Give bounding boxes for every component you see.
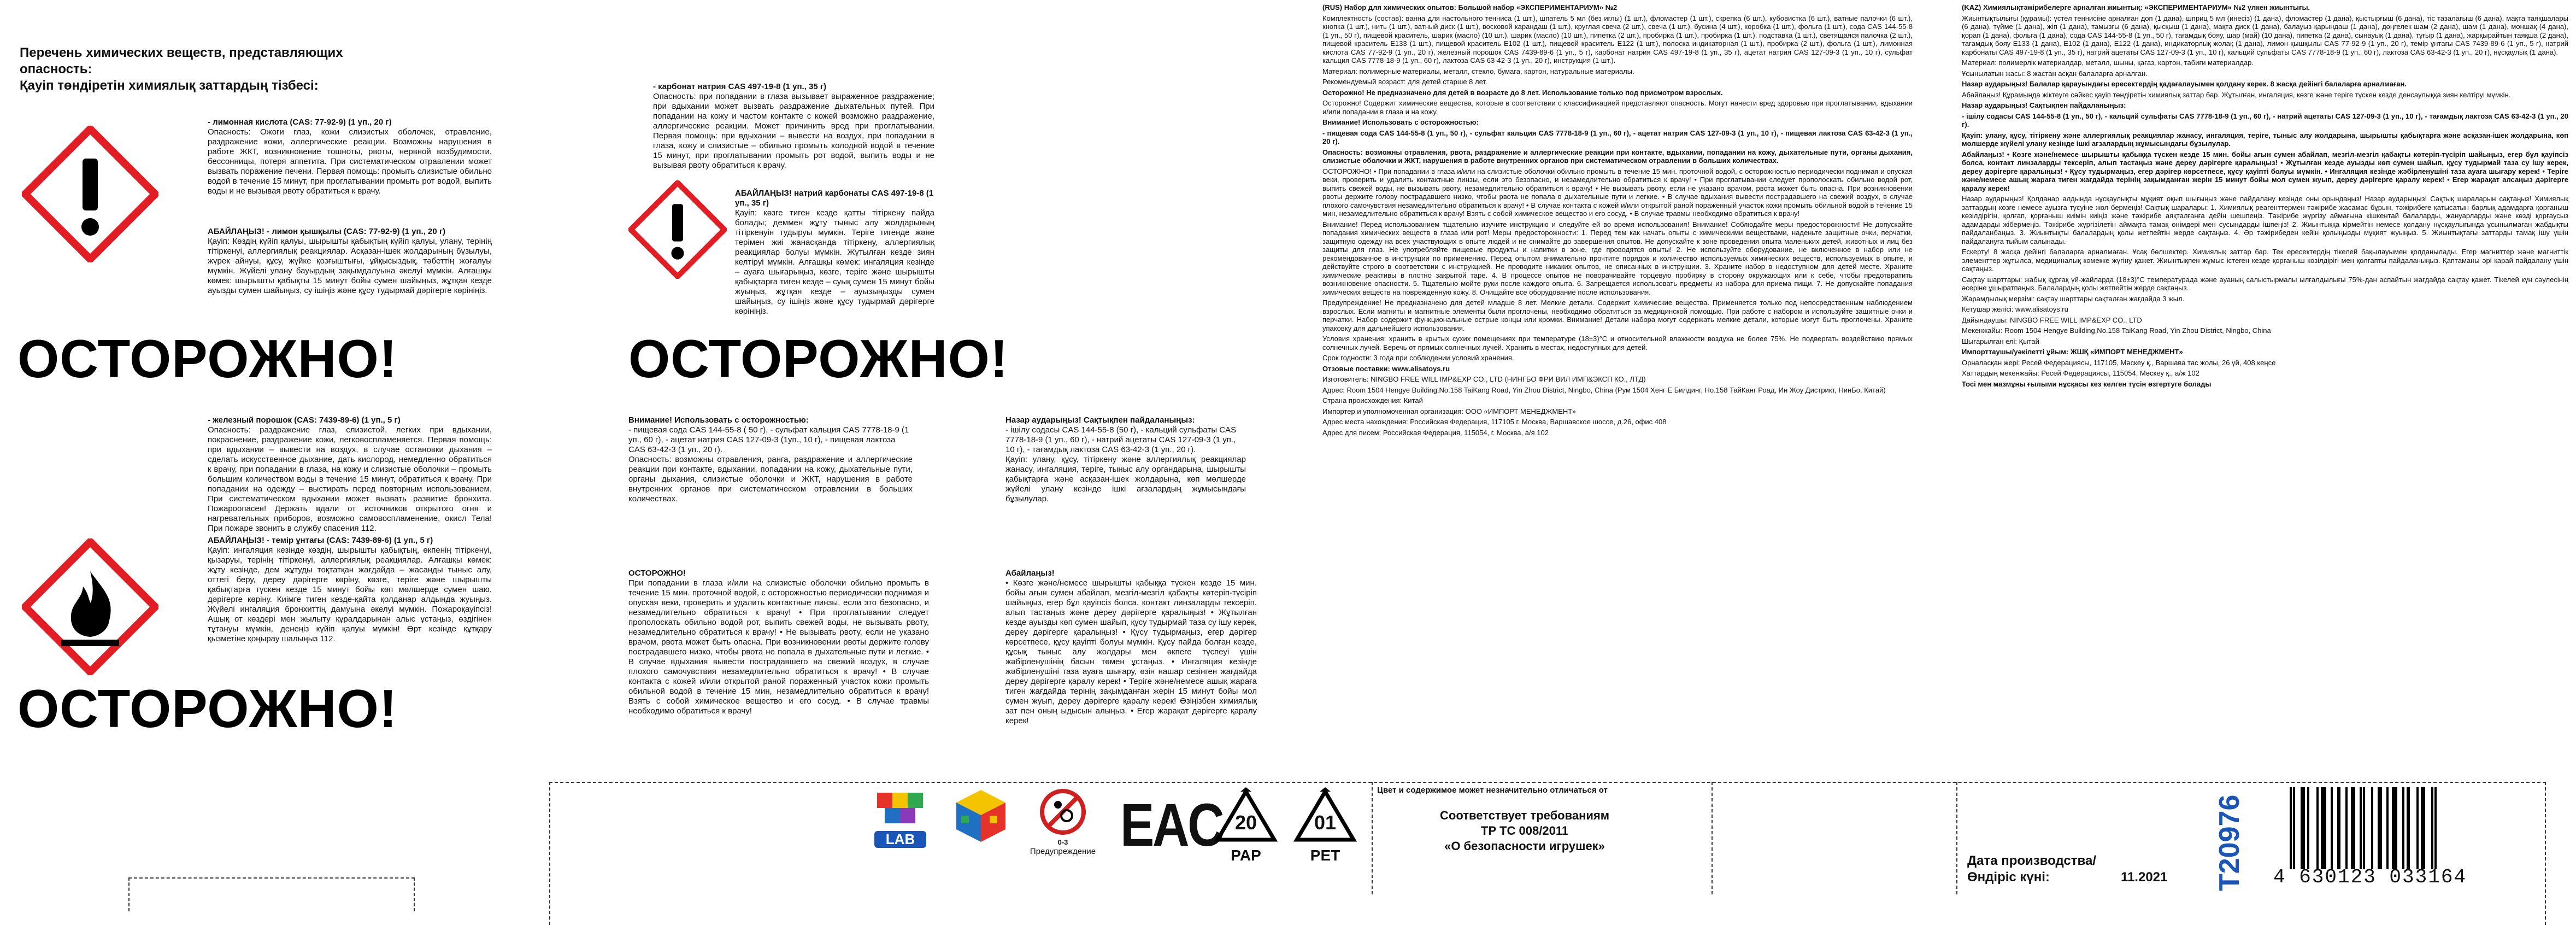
- ru-importer-address: Адрес места нахождения: Российская Федерация, 117105 г. Москва, Варшавское шоссе, д.26, офис 408: [1322, 418, 1667, 426]
- production-date: [1967, 853, 2240, 886]
- ru-composition: Комплектность (состав): ванна для настольного тенниса (1 шт.), шпатель 5 мл (без иглы) (1 шт.), фломастер (1 шт.), скрепка (6 шт.), кубовистка (6 шт.), ватные палочки (6 шт.), кнопка (1 шт.), нить (1 шт.), ватный диск (1 шт.), восковой карандаш (1 шт.), круглая свеча (2 шт.), свеча (1 шт.), бусина (4 шт.), коробка (1 шт.), фольга (1 шт.), сода CAS 144-55-8 (1 уп., 50 г), пищевой краситель, шарик (масло) (10 шт.), шарик (масло) (10 шт.), пипетка (2 шт.), пробирка (1 шт.), пробирка (1 шт.), подставка (1 шт.), светящаяся палочка (2 шт.), пищевой краситель E133 (1 шт.), пищевой краситель E102 (1 шт.), пищевой краситель E122 (1 шт.), полоска индикаторная (1 шт.), пробирка (2 шт.), фольга (1 шт.), лимонная кислота CAS 77-92-9 (1 уп., 20 г), железный порошок CAS 7439-89-6 (1 уп., 5 г), карбонат натрия CAS 497-19-8 (1 уп., 35 г), ацетат натрия CAS 127-09-3 (1 уп., 10 г), сульфат кальция CAS 7778-18-9 (1 уп., 60 г), лактоза CAS 63-42-3 (1 уп., 20 г), инструкция (1 шт.).: [1322, 14, 1913, 65]
- kz-composition: Жиынтықтылығы (құрамы): үстел теннисіне арналған доп (1 дана), шприц 5 мл (инесіз) (1 дана), фломастер (1 дана), қыстырғыш (6 дана), тіс тазалағыш (6 дана), мақта таяқшалары (6 дана), түйме (1 дана), жіп (1 дана), тамызғы (6 дана), қысқыш (1 дана), мақта диск (1 дана), балауыз қарындаш (1 дана), дөңгелек шам (2 дана), шам (1 дана), моншақ (4 дана), қорап (1 дана), фольга (1 дана), сода CAS 144-55-8 (1 уп., 50 г), тағамдық бояу, шар (май) (10 дана), пипетка (2 дана), сынауық (1 дана), тұғыр (1 дана), жарқырайтын таяқша (2 дана), тағамдық бояу E133 (1 дана), E102 (1 дана), E122 (1 дана), индикаторлық жолақ (1 дана), лимон қышқылы CAS 77-92-9 (1 уп., 20 г), темір ұнтағы CAS 7439-89-6 (1 уп., 5 г), натрий карбонаты CAS 497-19-8 (1 уп., 35 г), натрий ацетаты CAS 127-09-3 (1 уп., 10 г), кальций сульфаты CAS 7778-18-9 (1 уп., 60 г), лактоза CAS 63-42-3 (1 уп., 20 г), нұсқаулық (1 дана).: [1962, 14, 2568, 56]
- attention-ru-body: Опасность: возможны отравления, ранга, раздражение и аллергические реакции при контакте, вдыхании, попадании на кожу, дыхательные пути, органы дыхания, слизистые оболочки и ЖКТ, нарушения в работе внутренних органов при систематическом отравлении в больших количествах.: [628, 455, 913, 504]
- attention-ru: [628, 415, 913, 504]
- ru-materials: Материал: полимерные материалы, металл, стекло, бумага, картон, натуральные материалы.: [1322, 67, 1634, 75]
- ru-rules: Внимание! Перед использованием тщательно изучите инструкцию и следуйте ей во время использования! Внимание! Соблюдайте меры предосторожности! Не допускайте попадания химических веществ в глаза или рот! Меры предосторожности: 1. Перед тем как начать опыты с химическими веществами, наденьте защитные очки, перчатки, защитную одежду на всех участвующих в опыте людей и не снимайте до завершения опытов. Не допускайте к зоне проведения опыта маленьких детей, животных и лиц без защиты для глаз. Не употребляйте пищевые продукты и напитки в зоне, где проводятся опыты! 2. Не используйте оборудование, не включенное в набор или не рекомендованное в инструкции по применению. Перед опытом внимательно прочтите порядок и количество используемых химических веществ, используемых в опыте, и действуйте строго в соответствии с инструкцией. Не проводите никаких опытов, не описанных в инструкции. 3. Храните набор в недоступном для детей месте. Храните химические реактивы в плотно закрытой таре. 4. В процессе опытов не поворачивайте торцевую пробирку в сторону окружающих или к себе, чтобы предотвратить возникновение опасности. 5. Тщательно мойте руки после каждого опыта. 6. Запрещается использовать предметы из набора для приема пищи. 7. Не допускайте попадания химических веществ на поврежденную кожу. 8. Очищайте все оборудование после использования.: [1322, 220, 1913, 296]
- bottom-left-flap: [128, 877, 415, 911]
- soda-kz: [735, 189, 934, 317]
- kz-contains: Абайлаңыз! Құрамында жіктеуге сәйкес қауіп төндіретін химиялық заттар бар. Жұтылған, ингаляция, көзге және теріге түскен кезде денсаулыққа зиян келтіруі мүмкін.: [1962, 90, 2511, 99]
- kz-site: Кетушар желісі: www.alisatoys.ru: [1962, 305, 2068, 313]
- age-warning: [1027, 787, 1098, 857]
- recycle-pap: [1213, 787, 1279, 864]
- recycle-pap-label: PAP: [1231, 847, 1261, 864]
- care-ru-head: ОСТОРОЖНО!: [628, 569, 686, 578]
- eac-mark: EAC: [1120, 792, 1223, 859]
- ru-list-head: Внимание! Использовать с осторожностью:: [1322, 118, 1479, 126]
- iron-kz-head: АБАЙЛАҢЫЗ! - темір ұнтағы (CAS: 7439-89-6) (1 уп., 5 г): [208, 536, 433, 545]
- iron-ru-head: - железный порошок (CAS: 7439-89-6) (1 уп., 5 г): [208, 415, 401, 425]
- citric-kz-head: АБАЙЛАҢЫЗ! - лимон қышқылы (CAS: 77-92-9) (1 уп., 20 г): [208, 227, 446, 236]
- kz-list: - ішілу содасы CAS 144-55-8 (1 уп., 50 г), - кальций сульфаты CAS 7778-18-9 (1 уп., 60 г), - натрий ацетаты CAS 127-09-3 (1 уп., 10 г), - тағамдық лактоза CAS 63-42-3 (1 уп., 20 г).: [1962, 112, 2568, 128]
- care-kz-body: • Көзге және/немесе шырышты қабыққа түскен кезде 15 мин. бойы ағын сумен абайлап, мезгіл-мезгіл қабақты көтеріп-түсіріп шайыңыз, егер бұл қауіпсіз болса, контакт линзаларды тексеріп, алып тастаңыз және дереу дәрігерге қаралыңыз! • Жұтылған кезде ауызды көп сумен шайып, құсу тудырмай таза су ішу керек, дереу дәрігерге қаралыңыз! • Құсу тудырмаңыз, егер дәрігер көрсетпесе, құсу қауіпті болуы мүмкін. Құсу пайда болған кезде, құсық тыныс алу жолдары мен өкпеге түспеуі үшін жәбірленушінің басын төмен ұстаңыз. • Ингаляция кезінде жәбірленушіні таза ауаға шығару, өзін нашар сезінген жағдайда дереу дәрігерге қаралу керек! • Теріге және/немесе ашық жараға тиген жағдайда терінің зақымданған жерін 15 минут бойы мол сумен жуып, дереу дәрігерге қаралу керек! Өзіңізбен химиялық зат пен оның ыдысын алыңыз. • Егер жарақат дәрігерге қаралу керек!: [1005, 578, 1257, 725]
- ru-danger: Опасность: возможны отравления, рвота, раздражение и аллергические реакции при контакте, вдыхании, попадании на кожу, дыхательные пути, органы дыхания, слизистые оболочки и ЖКТ, нарушения в работе внутренних органов при систематическом отравлении в больших количествах.: [1322, 148, 1913, 165]
- soda-ru: [653, 82, 934, 171]
- kz-first-aid: Абайлаңыз! • Көзге және/немесе шырышты қабыққа түскен кезде 15 мин. бойы ағын сумен абайлап, мезгіл-мезгіл қабақты көтеріп-түсіріп шайыңыз, егер бұл қауіпсіз болса, контакт линзаларды тексеріп, алып тастаңыз және дереу дәрігерге қаралыңыз! • Жұтылған кезде ауызды көп сумен шайып, құсу тудырмай таза су ішу керек, дереу дәрігерге қаралыңыз! • Құсу тудырмаңыз, егер дәрігер көрсетпесе, құсу қауіпті болуы мүмкін. • Ингаляция кезінде жәбірленушіні таза ауаға шығару керек! • Теріге және/немесе ашық жараға тиген жағдайда терінің зақымданған жерін 15 минут бойы мол сумен жуып, дереу дәрігерге қаралу керек! • Егер жарақат алсаңыз дәрігерге қаралу керек!: [1962, 150, 2568, 192]
- ru-contains: Осторожно! Содержит химические вещества, которые в соответствии с классификацией представляют опасность. Могут нанести вред здоровью при проглатывании, вдыхании и/или попадании в глаза и на кожу.: [1322, 99, 1913, 116]
- production-date-value: 11.2021: [2120, 870, 2168, 885]
- ru-importer-mail: Адрес для писем: Российская Федерация, 115054, г. Москва, а/я 102: [1322, 428, 1549, 437]
- ru-age: Рекомендуемый возраст: для детей старше 8 лет.: [1322, 78, 1487, 86]
- attention-kz-body: Қауіп: улану, құсу, тітіркену және аллергиялық реакциялар жанасу, ингаляция, теріге, тыныс алу органдарына, шырышты қабықтарға және асқазан-ішек жолдарына, көп мөлшерде жүйелі улану кезінде ішкі ағзалардың жұмысындағы бұзылулар.: [1005, 455, 1246, 504]
- kz-storage: Сақтау шарттары: жабық құрғақ үй-жайларда (18±3)°С температурада және ауаның салыстырмалы ылғалдылығы 75%-дан аспайтын жағдайда сақтау қажет. Тікелей күн сәулесінің әсеріне ұшыратпаңыз. Балалардың қолы жетпейтін жерде сақтаңыз.: [1962, 275, 2568, 292]
- kz-note: Тосі мен мазмұны ғылыми нұсқасы кез келген түсін өзгертуге болады: [1962, 379, 2212, 388]
- ru-maker: Изготовитель: NINGBO FREE WILL IMP&EXP CO., LTD (НИНГБО ФРИ ВИЛ ИМП&ЭКСП КО., ЛТД): [1322, 375, 1646, 383]
- logo-lab-text: LAB: [874, 831, 926, 848]
- citric-ru-body: Опасность: Ожоги глаз, кожи слизистых оболочек, отравление, раздражение кожи, аллергические реакции. Возможны нарушения в работе ЖКТ, возникновение тошноты, рвоты, нервной возбудимости, бессонницы, потеря аппетита. При систематическом отравлении может вызвать поражение печени. Первая помощь: промыть слизистые обильно водой в течение 15 минут, при проглатывании промыть рот водой, выпить воды и не вызывая рвоту обратиться к врачу.: [208, 127, 492, 196]
- warning-heading-3: ОСТОРОЖНО!: [628, 329, 1009, 389]
- iron-ru: [208, 415, 492, 534]
- kz-origin: Шығарылған елі: Қытай: [1962, 337, 2039, 346]
- recycle-pet-number: 01: [1314, 811, 1337, 834]
- ru-storage: Условия хранения: хранить в крытых сухих помещениях при температуре (18±3)°С и относительной влажности воздуха не более 75%. Не подвергать воздействию прямых солнечных лучей. Беречь от прямых солнечных лучей. Хранить в местах, недоступных для детей.: [1322, 335, 1913, 352]
- warning-heading-1: ОСТОРОЖНО!: [17, 329, 398, 389]
- ru-importer: Импортер и уполномоченная организация: ООО «ИМПОРТ МЕНЕДЖМЕНТ»: [1322, 407, 1576, 415]
- conformity-line-2: ТР ТС 008/2011: [1480, 824, 1569, 838]
- kz-rules: Назар аударыңыз! Қолданар алдында нұсқаулықты мұқият оқып шығыңыз және пайдалану кезінде оны орындаңыз! Назар аударыңыз! Сақтық шараларын сақтаңыз! Химиялық заттардың көзге немесе ауызға түсуіне жол бермеңіз! Сақтық шаралары: 1. Химиялық реагенттермен тәжірибе жасамас бұрын, тәжірибеге қатысатын барлық адамдарға қорғаныш көзілдірігін, қолғап, қорғаныш киімін киіңіз және тәжірибе аяқталғанға дейін шешпеңіз. Тәжірибе жүргізу аймағына кішкентай балаларды, жануарларды және көзді қорғаусыз адамдарды жібермеңіз. Тәжірибе жүргізілетін аймақта тамақ өнімдері мен сусындарды ішпеңіз! 2. Жиынтыққа кірмейтін немесе қолдану нұсқаулығында ұсынылмаған жабдықты пайдаланбаңыз. 3. Жиынтықты балалардың қолы жетпейтін жерде сақтаңыз. 4. Әр тәжірибеден кейін қолыңызды мұқият жуыңыз. 5. Жиынтықтағы заттарды тамақ ішу үшін пайдалануға тыйым салынады.: [1962, 195, 2568, 245]
- care-kz-head: Абайлаңыз!: [1005, 569, 1055, 578]
- conformity-line-3: «О безопасности игрушек»: [1444, 839, 1605, 853]
- prevent-label: Предупреждение: [1030, 846, 1096, 856]
- ru-block: [1322, 3, 1913, 439]
- kz-importer: Импорттаушы/уәкілетті ұйым: ЖШҚ «ИМПОРТ МЕНЕДЖМЕНТ»: [1962, 348, 2183, 356]
- care-ru: [628, 569, 929, 716]
- citric-kz: [208, 227, 492, 296]
- panel-divider-1: [1372, 782, 1373, 894]
- attention-kz-list: - ішілу содасы CAS 144-55-8 (50 г), - кальций сульфаты CAS 7778-18-9 (1 уп., 60 г), - натрий ацетаты CAS 127-09-3 (1 уп., 10 г), - тағамдық лактоза CAS 63-42-3 (1 уп., 20 г).: [1005, 425, 1237, 454]
- kz-warning: Ескерту! 8 жасқа дейінгі балаларға арналмаған. Ұсақ бөлшектер. Химиялық заттар бар. Тек ересектердің тікелей бақылауымен қолданылады. Егер магниттер және магниттік элементтер жұтылса, медициналық көмекке жүгіну қажет. Жиынтықпен жұмыс істеген кезде қорғаныш көзілдірігі мен қолғапты пайдаланыңыз. Қаптаманы әрі қарай пайдалану үшін сақтаңыз.: [1962, 248, 2568, 273]
- kz-block: [1962, 3, 2568, 390]
- ru-first-aid: ОСТОРОЖНО! • При попадании в глаза и/или на слизистые оболочки обильно промыть в течение 15 мин. проточной водой, с осторожностью периодически поднимая и опуская веки, проверить и удалить контактные линзы, если это безопасно, и незамедлительно обратиться к врачу! • При проглатывании следует прополоскать обильно водой рот, выпить свежей воды, не вызывать рвоту, незамедлительно обратиться к врачу! • Не вызывать рвоту, если не указано врачом, рвота может быть опасна. При возникновении рвоты держите голову пострадавшего низко, чтобы рвота не попала в дыхательные пути и легкие. • В случае вдыхания вывести пострадавшего на свежий воздух, в случае плохого самочувствия незамедлительно обратиться к врачу! • В случае контакта с кожей и/или открытой раной пораженный участок кожи промыть обильной водой в течение 15 мин, незамедлительно обратиться к врачу! Взять с собой химическое вещество и его сосуд. • В случае травмы необходимо обратиться к врачу!: [1322, 167, 1913, 218]
- toy-lab-icon: [874, 790, 926, 828]
- kz-life: Жарамдылық мерзімі: сақтау шарттары сақталған жағдайда 3 жыл.: [1962, 294, 2185, 303]
- citric-kz-body: Қауіп: Көздің күйіп қалуы, шырышты қабықтың күйіп қалуы, улану, терінің тітіркенуі, аллергиялық реакциялар. Асқазан-ішек жолдарының бұзылуы, жүрек айнуы, құсу, жүйке қозғыштығы, ұйқысыздық, тәбеттің жоғалуы мүмкін. Жүйелі улану бауырдың зақымдалуына әкелуі мүмкін. Алғашқы көмек: шырышты қабықты 15 минут бойы сумен шайыңыз, жұтқан кезде ауызды сумен шайыңыз, су ішіңіз және құсу тудырмай дәрігерге көрініңіз.: [208, 237, 492, 295]
- iron-kz-body: Қауіп: ингаляция кезінде көздің, шырышты қабықтың, өкпенің тітіркенуі, қызаруы, терінің тітіркенуі, аллергиялық реакциялар. Алғашқы көмек: жұту кезінде, дем жұтуды тоқтатқан жағдайда – жасанды тыныс алу, оттегі беру, дереу дәрігерге көріну, көзге, теріге және шырышты қабықтарға түскен кезде 15 минут бойы көп мөлшерде сумен шаю, дәрігерге көріну. Киімге тиген кезде-қайта қолданар алдында жуыңыз. Жүйелі ингаляция бронхиттің дамуына әкелуі мүмкін. Пожароқауіпсіз! Ашық от көздері мен жылыту құралдарынан алыс ұстаңыз, өздігінен тұтануы мүмкін, денеңіз күйіп қалуы мүмкін! Өрт кезінде құтқару қызметіне қоңырау шалыңыз 112.: [208, 546, 492, 643]
- exclamation-hazard-icon-2: [628, 180, 727, 279]
- ru-origin: Страна происхождения: Китай: [1322, 396, 1423, 405]
- kz-age: Ұсынылатын жасы: 8 жастан асқан балаларға арналған.: [1962, 69, 2148, 78]
- kz-list-head: Назар аударыңыз! Сақтықпен пайдаланыңыз:: [1962, 101, 2126, 109]
- hazard-list-title-kz: Қауіп төндіретін химиялық заттардың тізбесі:: [20, 78, 319, 93]
- ru-maker-address: Адрес: Room 1504 Hengye Building,No.158 TaiKang Road, Yin Zhou District, Ningbo, China (Рум 1504 Хенг Е Билдинг, Но.158 ТайКанг Роад, Ин Жоу Дистрикт, НинБо, Китай): [1322, 385, 1886, 394]
- kz-importer-address: Орналасқан жері: Ресей Федерациясы, 117105, Мәскеу қ., Варшава тас жолы, 26 үй, 408 кеңсе: [1962, 358, 2276, 367]
- iron-kz: [208, 536, 492, 644]
- care-kz: [1005, 569, 1257, 726]
- age-badge-text: 0-3: [1057, 838, 1068, 846]
- kz-maker-address: Мекенжайы: Room 1504 Hengye Building,No.158 TaiKang Road, Yin Zhou District, Ningbo, China: [1962, 326, 2271, 335]
- ru-life: Срок годности: 3 года при соблюдении условий хранения.: [1322, 354, 1514, 362]
- soda-kz-head: АБАЙЛАҢЫЗ! натрий карбонаты CAS 497-19-8 (1 уп., 35 г): [735, 189, 934, 208]
- barcode: [2273, 787, 2503, 888]
- ru-warning: Предупреждение! Не предназначено для детей младше 8 лет. Мелкие детали. Содержит химические вещества. Применяется только под непосредственным наблюдением взрослых. Если магниты и магнитные элементы были проглочены, необходимо обратиться за медицинской помощью. При работе с набором и используйте защитные очки и перчатки. Набор содержит функциональные острые концы или кромки. Внимание! Детали набора могут содержать мелкие детали, которые могут быть проглочены. Храните упаковку для дальнейшего использования.: [1322, 298, 1913, 332]
- ru-list: - пищевая сода CAS 144-55-8 (1 уп., 50 г), - сульфат кальция CAS 7778-18-9 (1 уп., 60 г), - ацетат натрия CAS 127-09-3 (1 уп., 10 г), - пищевая лактоза CAS 63-42-3 (1 уп., 20 г).: [1322, 128, 1913, 145]
- warning-heading-2: ОСТОРОЖНО!: [17, 678, 398, 739]
- soda-kz-body: Қауіп: көзге тиген кезде қатты тітіркену пайда болады; деммен жұту тыныс алу жолдарының тітіркенуін тудыруы мүмкін. Теріге тигенде және терімен жиі жанасқанда тітіркену, аллергиялық реакциялар болуы мүмкін. Жұтылған кезде зиян келтіруі мүмкін. Алғашқы көмек: ингаляция кезінде – ауаға шығарыңыз, көзге, теріге және шырышты қабықтарға тиген кезде – суық сумен 15 минут бойы жуыңыз, жұтқан кезде – ауызыңызды сумен шайыңыз, су ішіңіз және құсу тудырмай дәрігерге көрініңіз.: [735, 208, 934, 316]
- conformity-line-1: Соответствует требованиям: [1440, 809, 1609, 822]
- ru-caution: Осторожно! Не предназначено для детей в возрасте до 8 лет. Использование только под присмотром взрослых.: [1322, 88, 1723, 97]
- barcode-digits: 4 630123 033164: [2273, 866, 2467, 888]
- color-note: Цвет и содержимое может незначительно отличаться от: [1377, 786, 1608, 795]
- exclamation-hazard-icon: [22, 126, 158, 262]
- ru-head: (RUS) Набор для химических опытов: Большой набор «ЭКСПЕРИМЕНТАРИУМ» №2: [1322, 3, 1618, 11]
- kz-head: (KAZ) Химиялықтәжірибелерге арналған жиынтық: «ЭКСПЕРИМЕНТАРИУМ» №2 үлкен жиынтығы.: [1962, 3, 2310, 11]
- citric-ru: [208, 118, 492, 196]
- hazard-list-title-ru: Перечень химических веществ, представляющих опасность:: [20, 45, 343, 77]
- attention-kz: [1005, 415, 1246, 504]
- iron-ru-body: Опасность: раздражение глаз, слизистой, легких при вдыхании, покраснение, раздражение кожи, легковоспламеняется. Первая помощь: при вдыхании – вывести на воздух, в случае остановки дыхания – сделать искусственное дыхание, дать кислород, немедленно обратиться к врачу, при попадании в глаза, на кожу и слизистые оболочки – промыть большим количеством воды в течение 15 минут, обратиться к врачу. При попадании на одежду – выстирать перед повторным использованием. При систематическом вдыхании может вызвать развитие бронхита. Пожароопасен! Держать вдали от источников открытого огня и нагревательных приборов, возможно самовоспламенение, окисл Тела! При пожаре звонить в службу спасения 112.: [208, 425, 492, 533]
- care-ru-body: При попадании в глаза и/или на слизистые оболочки обильно промыть в течение 15 мин. проточной водой, с осторожностью периодически поднимая и опуская веки, проверить и удалить контактные линзы, если это безопасно, и незамедлительно обратиться к врачу! • При проглатывании следует прополоскать обильно водой рот, выпить свежей воды, не вызывать рвоту, незамедлительно обратиться к врачу! • Не вызывать рвоту, если не указано врачом, рвота может быть опасна. При возникновении рвоты держите голову пострадавшего низко, чтобы рвота не попала в дыхательные пути и легкие. • В случае вдыхания вывести пострадавшего на свежий воздух, в случае плохого самочувствия незамедлительно обратиться к врачу! • В случае контакта с кожей и/или открытой раной пораженный участок кожи промыть обильной водой в течение 15 мин, незамедлительно обратиться к врачу! Взять с собой химическое вещество и его сосуд. • В случае травмы необходимо обратиться к врачу!: [628, 578, 929, 716]
- brand-logo-1: [874, 790, 926, 850]
- recycle-pet: [1292, 787, 1358, 864]
- citric-ru-head: - лимонная кислота (CAS: 77-92-9) (1 уп., 20 г): [208, 118, 392, 127]
- panel-divider-2: [1712, 782, 1713, 894]
- barcode-bars: [2290, 787, 2503, 869]
- production-date-label-ru: Дата производства/: [1967, 853, 2096, 868]
- article-number: T20976: [2214, 794, 2245, 891]
- kz-materials: Материал: полимерлік материалдар, металл, шыны, қағаз, картон, табиғи материалдар.: [1962, 58, 2254, 67]
- kz-caution: Назар аударыңыз! Балалар қарауындағы ересектердің қадағалауымен қолдану керек. 8 жасқа дейінгі балаларға арналмаған.: [1962, 80, 2407, 88]
- kz-danger: Қауіп: улану, құсу, тітіркену және аллергиялық реакциялар жанасу, ингаляция, теріге, тыныс алу жолдарына, шырышты қабықтарға және асқазан-ішек жолдарына, көп мөлшерде жүйелі улану кезінде ішкі ағзалардың жұмысындағы бұзылулар.: [1962, 131, 2568, 148]
- flame-hazard-icon: [22, 538, 158, 675]
- attention-ru-list: - пищевая сода CAS 144-55-8 ( 50 г), - сульфат кальция CAS 7778-18-9 (1 уп., 60 г), - ацетат натрия CAS 127-09-3 (1уп., 10 г), - пищевая лактоза CAS 63-42-3 (1 уп., 20 г).: [628, 425, 909, 454]
- no-under-3-icon: [1038, 787, 1087, 836]
- ru-site: Отзовые поставки: www.alisatoys.ru: [1322, 364, 1450, 373]
- hazard-list-title: [20, 45, 402, 94]
- kz-maker: Дайындаушы: NINGBO FREE WILL IMP&EXP CO., LTD: [1962, 315, 2142, 324]
- soda-ru-body: Опасность: при попадании в глаза вызывает выраженное раздражение; при вдыхании может вызвать раздражение дыхательных путей. При попадании на кожу и частом контакте с кожей возможно раздражение, аллергические реакции. Может причинить вред при проглатывании. Первая помощь: при вдыхании – вывести на воздух, при попадании в глаза, кожу и слизистые – обильно промыть холодной водой в течение 15 минут, при проглатывании промыть рот водой, выпить воды и не вызывая рвоту обратиться к врачу.: [653, 92, 934, 170]
- recycle-pap-number: 20: [1234, 811, 1257, 834]
- attention-kz-head: Назар аударыңыз! Сақтықпен пайдаланыңыз:: [1005, 415, 1195, 425]
- kz-importer-mail: Хаттардың мекенжайы: Ресей Федерациясы, 115054, Мәскеу қ., а/ж 102: [1962, 369, 2199, 377]
- attention-ru-head: Внимание! Использовать с осторожностью:: [628, 415, 809, 425]
- recycle-pet-label: PET: [1310, 847, 1340, 864]
- brand-logo-2-icon: [954, 787, 1008, 853]
- production-date-label-kz: Өндіріс күні:: [1967, 870, 2050, 885]
- conformity: [1399, 808, 1650, 854]
- soda-ru-head: - карбонат натрия CAS 497-19-8 (1 уп., 35 г): [653, 82, 827, 91]
- panel-divider-3: [1956, 782, 1957, 894]
